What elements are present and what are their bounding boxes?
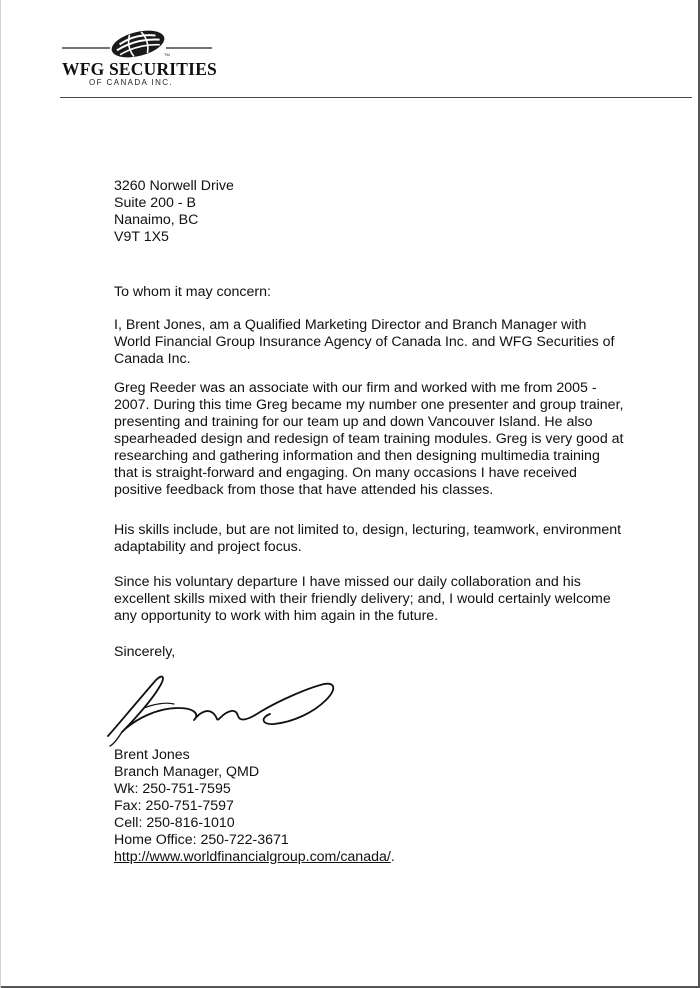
- paragraph-line: positive feedback from those that have attended his classes.: [114, 482, 494, 498]
- paragraph-line: Since his voluntary departure I have missed our daily collaboration and his: [114, 574, 581, 590]
- website-link[interactable]: http://www.worldfinancialgroup.com/canada/: [114, 849, 391, 865]
- header-divider: [60, 97, 692, 98]
- paragraph-line: I, Brent Jones, am a Qualified Marketing Director and Branch Manager with: [114, 317, 587, 333]
- paragraph-line: researching and gathering information and then designing multimedia training: [114, 448, 600, 464]
- paragraph-line: adaptability and project focus.: [114, 539, 302, 555]
- paragraph-line: Greg Reeder was an associate with our firm and worked with me from 2005 -: [114, 380, 597, 396]
- logo-company-name: WFG SECURITIES: [62, 59, 217, 79]
- fax-number: Fax: 250-751-7597: [114, 798, 234, 814]
- signer-name: Brent Jones: [114, 747, 190, 763]
- signer-title: Branch Manager, QMD: [114, 764, 260, 780]
- paragraph-introduction: [114, 317, 615, 368]
- salutation: To whom it may concern:: [114, 284, 271, 300]
- paragraph-recommendation: [114, 574, 611, 625]
- logo-company-subtitle: OF CANADA INC.: [89, 78, 174, 87]
- address-line: V9T 1X5: [114, 229, 169, 245]
- paragraph-line: Canada Inc.: [114, 351, 191, 367]
- handwritten-signature: [104, 668, 344, 748]
- address-line: Suite 200 - B: [114, 195, 197, 211]
- paragraph-experience: [114, 380, 624, 499]
- scan-edge: [0, 0, 1, 988]
- work-phone: Wk: 250-751-7595: [114, 781, 231, 797]
- sender-address: [114, 178, 234, 246]
- paragraph-line: presenting and training for our team up and down Vancouver Island. He also: [114, 414, 593, 430]
- svg-text:TM: TM: [164, 52, 170, 57]
- company-logo: [60, 26, 220, 92]
- address-line: 3260 Norwell Drive: [114, 178, 234, 194]
- home-office-phone: Home Office: 250-722-3671: [114, 832, 289, 848]
- closing: Sincerely,: [114, 644, 176, 660]
- paragraph-line: excellent skills mixed with their friendly delivery; and, I would certainly welcome: [114, 591, 611, 607]
- paragraph-line: that is straight-forward and engaging. On many occasions I have received: [114, 465, 577, 481]
- paragraph-line: World Financial Group Insurance Agency of Canada Inc. and WFG Securities of: [114, 334, 615, 350]
- paragraph-line: His skills include, but are not limited to, design, lecturing, teamwork, environment: [114, 522, 622, 538]
- website-period: .: [390, 849, 395, 865]
- paragraph-line: spearheaded design and redesign of team training modules. Greg is very good at: [114, 431, 624, 447]
- cell-phone: Cell: 250-816-1010: [114, 815, 235, 831]
- paragraph-line: any opportunity to work with him again in the future.: [114, 608, 439, 624]
- address-line: Nanaimo, BC: [114, 212, 199, 228]
- paragraph-skills: [114, 522, 621, 556]
- website-line: [114, 849, 395, 866]
- globe-emblem-icon: [60, 26, 220, 60]
- paragraph-line: 2007. During this time Greg became my number one presenter and group trainer,: [114, 397, 624, 413]
- signature-block: [114, 747, 395, 866]
